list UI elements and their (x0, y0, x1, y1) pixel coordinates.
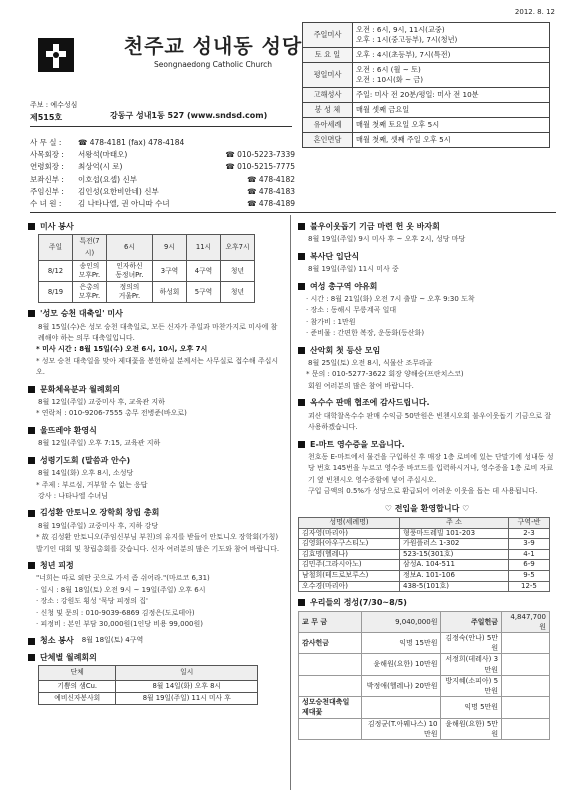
column-divider (290, 215, 291, 790)
table-cell: 김정균(T.아뭬나스) 10만원 (361, 718, 441, 739)
church-logo (38, 38, 74, 72)
women-items (298, 294, 556, 340)
section-youth: 청소 봉사 8월 18일(토) 4구역 (28, 635, 284, 646)
mass-label: 주일미사 (303, 23, 353, 48)
retreat-item: · 일시 : 8월 18일(토) 오전 9시 ~ 19일(주일) 오후 6시 (36, 585, 206, 594)
table-cell: 8/19 (39, 282, 73, 303)
table-header: 9시 (153, 235, 187, 261)
mass-row (303, 88, 550, 103)
table-cell: 윤해원(요한) 10만원 (361, 654, 441, 675)
welcome-table (298, 517, 550, 592)
staff-row (30, 149, 295, 161)
table-cell: 4,847,700원 (502, 611, 550, 632)
mass-label: 토 요 일 (303, 48, 353, 63)
table-cell: 4-1 (508, 549, 549, 560)
mass-time: 주일: 미사 전 20분/평일: 미사 전 10분 (353, 88, 550, 103)
table-header-row (39, 235, 255, 261)
prayer-theme: * 주제 : 부르심, 거부할 수 없는 응답 (36, 480, 148, 489)
table-cell: 감사헌금 (299, 632, 362, 653)
hiking-body: 8월 25일(토) 오전 8시, 식물산 조무라골 (308, 359, 433, 368)
staff-name: 김인성(요한비안네) 신부 (78, 186, 159, 196)
mass-time: 오전 : 6시, 9시, 11시(교중) 오후 : 1시(중고등부), 7시(청년) (353, 23, 550, 48)
staff-phone: ☎ 010-5215-7775 (225, 162, 295, 172)
women-item: · 시간 : 8월 21일(화) 오전 7시 출발 ~ 오후 9:30 도착 (306, 295, 475, 304)
section-corn: 옥수수 판매 협조에 감사드립니다. (298, 397, 556, 408)
table-cell: 김영화(아우구스티노) (299, 539, 400, 550)
church-address: 강동구 성내1동 527 (www.sndsd.com) (110, 111, 268, 120)
table-row (299, 539, 550, 550)
table-header: 주일 (39, 235, 73, 261)
mass-label: 고해성사 (303, 88, 353, 103)
offering-table (298, 611, 550, 740)
altar-body: 8월 19일(주일) 11시 미사 중 (308, 265, 399, 274)
mass-time: 매월 첫째, 셋째 주일 오후 5시 (353, 133, 550, 148)
table-cell: 은총의 모후Pr. (73, 282, 107, 303)
retreat-items (28, 585, 284, 631)
staff-phone: ☎ 478-4189 (247, 199, 295, 209)
assumption-body: 8월 15일(수)은 성모 승천 대축일로, 모든 신자가 주일과 마찬가지로 미사에 참례해야 하는 의무 대축일입니다. (38, 322, 278, 343)
table-cell (361, 697, 441, 718)
staff-row (30, 198, 295, 210)
staff-phone: ☎ 010-5223-7339 (225, 150, 295, 160)
mass-label: 평일미사 (303, 63, 353, 88)
table-header: 단체 (39, 666, 116, 680)
page-title: 천주교 성내동 성당 (123, 34, 303, 58)
table-cell: 예비신자봉사회 (39, 692, 116, 704)
scholarship-detail: * 故 김성환 안토니오(주임신부님 부친)의 유지를 받들어 안토니오 장학회(가칭) 발기인 대회 및 창립총회를 갖습니다. 신자 여러분의 많은 기도와 참여 바랍니다. (36, 533, 280, 553)
mass-service-table (38, 234, 255, 303)
table-cell: 3-9 (508, 539, 549, 550)
table-cell: 서정희(데레사) 3만원 (441, 654, 502, 675)
table-cell: 교 무 금 (299, 611, 362, 632)
section-groups: 단체별 월례회의 (28, 652, 284, 663)
table-row (39, 282, 255, 303)
table-cell (299, 675, 362, 696)
table-cell: 8월 19일(주일) 11시 미사 후 (116, 692, 258, 704)
prayer-body: 8월 14일(화) 오후 8시, 소성당 (38, 469, 134, 478)
left-column (28, 216, 284, 705)
table-row (299, 611, 550, 632)
table-cell (299, 718, 362, 739)
staff-label: 연령회장 : (30, 162, 64, 172)
section-ulteme: 울뜨레야 환영식 (28, 425, 284, 436)
table-cell: 형풍마드레빌 101-203 (400, 528, 509, 539)
staff-label: 사 무 실 : (30, 138, 62, 147)
table-cell: 2-3 (508, 528, 549, 539)
table-header: 11시 (187, 235, 221, 261)
table-cell: 가원플러스 1-302 (400, 539, 509, 550)
table-cell: 12-5 (508, 581, 549, 592)
table-row (299, 581, 550, 592)
table-cell: 438-5(101호) (400, 581, 509, 592)
table-cell (502, 632, 550, 653)
emart-note: 구입 금액의 0.5%가 성당으로 환급되어 어려운 이웃을 돕는 데 사용됩니다. (308, 487, 538, 496)
table-cell: 4구역 (187, 261, 221, 282)
staff-phone: ☎ 478-4182 (247, 174, 295, 184)
mass-row (303, 63, 550, 88)
table-row (299, 560, 550, 571)
table-row (299, 528, 550, 539)
issue-date: 2012. 8. 12 (514, 8, 555, 16)
prayer-speaker: 강사 : 나타나엘 수녀님 (38, 491, 108, 500)
section-culture: 문화체육분과 월례회의 (28, 384, 284, 395)
table-cell: 8/12 (39, 261, 73, 282)
staff-label: 주임신부 : (30, 186, 64, 196)
table-cell (502, 718, 550, 739)
table-header-row (39, 666, 258, 680)
table-cell: 김효명(헬레나) (299, 549, 400, 560)
table-row (299, 654, 550, 675)
table-row (39, 692, 258, 704)
table-cell: 윤해원(요한) 5만원 (441, 718, 502, 739)
corn-body: 괴산 대학찰옥수수 판매 수익금 50만원은 빈첸시오회 불우이웃돕기 기금으로 잘 사용하겠습니다. (308, 411, 552, 432)
table-row (299, 632, 550, 653)
mass-time: 오후 : 4시(초등부), 7시(특전) (353, 48, 550, 63)
table-cell: 성모승천대축일 제대꽃 (299, 697, 362, 718)
groups-table (38, 665, 258, 704)
retreat-item: · 신청 및 문의 : 010-9039-6869 김정은(도로테아) (36, 608, 195, 617)
staff-name: 최상억(시 로) (78, 162, 123, 172)
section-mass-service: 미사 봉사 (28, 221, 284, 232)
table-header: 특전(7시) (73, 235, 107, 261)
table-cell: 삼성A. 104-511 (400, 560, 509, 571)
section-assumption: '성모 승천 대축일' 미사 (28, 308, 284, 319)
retreat-item: · 장소 : 강원도 횡성 '묵당 피정의 집' (36, 597, 148, 606)
mass-row (303, 133, 550, 148)
issue-number: 제515호 (30, 113, 63, 122)
table-cell: 방지혜(소피아) 5만원 (441, 675, 502, 696)
table-row (299, 675, 550, 696)
section-emart: E-마트 영수증을 모읍니다. (298, 439, 556, 450)
table-cell: 오수경(마리아) (299, 581, 400, 592)
table-cell: 청년 (221, 282, 255, 303)
table-header: 주 소 (400, 517, 509, 528)
staff-directory (30, 137, 295, 210)
table-row (299, 718, 550, 739)
section-bazaar: 불우이웃돕기 기금 마련 헌 옷 바자회 (298, 221, 556, 232)
staff-name: 이호섭(요셉) 신부 (78, 174, 137, 184)
staff-row (30, 161, 295, 173)
culture-body: 8월 12일(주일) 교중미사 후, 교육관 지하 (38, 398, 165, 407)
hiking-contact: * 문의 : 010-5277-3622 회장 양해승(프란치스코) (306, 370, 464, 379)
mass-label: 봉 성 체 (303, 103, 353, 118)
patron-label: 주보 : 예수성심 (30, 101, 78, 109)
staff-label: 사목회장 : (30, 150, 64, 160)
ulteme-body: 8월 12일(주일) 오후 7:15, 교육관 지하 (38, 439, 161, 448)
women-item: · 장소 : 동해시 무릉계곡 일대 (306, 306, 397, 315)
mass-label: 혼인면담 (303, 133, 353, 148)
table-cell: 남철희(테드로보루스) (299, 570, 400, 581)
welcome-title: ♡ 전입을 환영합니다 ♡ (384, 503, 470, 513)
table-cell: 주일헌금 (441, 611, 502, 632)
table-cell (502, 654, 550, 675)
emart-body: 천호동 E-마트에서 물건을 구입하신 후 매장 1층 로비에 있는 단말기에 성내동 성당 번호 145번을 누르고 영수증 바코드를 입력하시거나, 영수증을 1층 로비 자료기 옆 빈첸시오 영수증함에 넣어 주십시오. (308, 452, 554, 484)
table-row (39, 680, 258, 692)
table-cell: 9-5 (508, 570, 549, 581)
staff-row (30, 186, 295, 198)
table-cell: 9,040,000원 (361, 611, 441, 632)
section-scholarship: 김성환 안토니오 장학회 창립 총회 (28, 507, 284, 518)
table-cell (502, 697, 550, 718)
table-cell: 익명 5만원 (441, 697, 502, 718)
culture-contact: * 연락처 : 010-9206-7555 총무 전병준(바오로) (36, 409, 187, 418)
table-cell: 익명 15만원 (361, 632, 441, 653)
table-cell: 523-15(301호) (400, 549, 509, 560)
cross-emblem-icon (38, 38, 74, 72)
table-cell: 김자영(마리아) (299, 528, 400, 539)
table-cell: 정보A. 101-106 (400, 570, 509, 581)
table-cell: 8월 14일(화) 오후 8시 (116, 680, 258, 692)
mass-row (303, 103, 550, 118)
mass-label: 유아세례 (303, 118, 353, 133)
table-cell: 청년 (221, 261, 255, 282)
assumption-time: * 미사 시간 : 8월 15일(수) 오전 6시, 10시, 오후 7시 (36, 345, 208, 354)
table-cell: 인자하신 동정녀Pr. (107, 261, 153, 282)
divider (30, 126, 292, 127)
table-cell: 송인의 모후Pr. (73, 261, 107, 282)
staff-name: 김 나타나엘, 권 아니따 수녀 (78, 199, 170, 209)
mass-time: 오전 : 6시 (월 ~ 토) 오전 : 10시(화 ~ 금) (353, 63, 550, 88)
divider (30, 212, 556, 213)
table-header: 오후7시 (221, 235, 255, 261)
table-cell: 김민주(그라시아노) (299, 560, 400, 571)
table-cell (502, 675, 550, 696)
mass-row (303, 48, 550, 63)
mass-schedule-table (302, 22, 550, 148)
women-item: · 준비물 : 간편한 복장, 운동화(등산화) (306, 329, 425, 338)
table-row (299, 570, 550, 581)
section-women: 여성 총구역 야유회 (298, 281, 556, 292)
bazaar-body: 8월 19일(주일) 9시 미사 후 ~ 오후 2시, 성당 마당 (308, 235, 466, 244)
section-hiking: 산악회 첫 등산 모임 (298, 345, 556, 356)
table-cell: 기쁨의 샘Cu. (39, 680, 116, 692)
church-english-name: Seongnaedong Catholic Church (153, 60, 273, 69)
section-offering: 우리들의 정성(7/30~8/5) (298, 597, 556, 608)
staff-label: 수 녀 원 : (30, 199, 62, 209)
mass-row (303, 118, 550, 133)
table-header: 성명(세례명) (299, 517, 400, 528)
hiking-note: 회원 여러분의 많은 참여 바랍니다. (308, 381, 414, 390)
scholarship-body: 8월 19일(주일) 교중미사 후, 지하 강당 (38, 521, 159, 530)
table-cell: 6-9 (508, 560, 549, 571)
staff-row (30, 174, 295, 186)
table-cell (299, 654, 362, 675)
staff-office-phone: ☎ 478-4181 (fax) 478-4184 (78, 138, 185, 147)
section-altar-servers: 복사단 입단식 (298, 251, 556, 262)
staff-label: 보좌신부 : (30, 174, 64, 184)
assumption-note: * 성모 승천 대축일을 맞아 제대꽃을 봉헌하실 분께서는 사무실로 접수해 주십시오. (36, 356, 279, 377)
table-row (299, 549, 550, 560)
table-row (299, 697, 550, 718)
staff-name: 서왕석(마태오) (78, 150, 128, 160)
retreat-quote: "너희는 따로 외딴 곳으로 가서 좀 쉬어라."(마르코 6,31) (36, 574, 210, 583)
table-cell: 김정숙(안나) 5만원 (441, 632, 502, 653)
section-prayer: 성령기도회 (말씀과 안수) (28, 455, 284, 466)
mass-time: 매월 첫째 토요일 오후 5시 (353, 118, 550, 133)
table-cell: 5구역 (187, 282, 221, 303)
table-cell: 박정애(헬레나) 20만원 (361, 675, 441, 696)
table-header-row (299, 517, 550, 528)
staff-row (30, 137, 295, 149)
table-cell: 3구역 (153, 261, 187, 282)
table-cell: 정의의 거울Pr. (107, 282, 153, 303)
table-cell: 하성회 (153, 282, 187, 303)
retreat-item: · 피정비 : 본인 부담 30,000원(1인당 비용 99,000원) (36, 619, 203, 628)
mass-time: 매월 셋째 금요일 (353, 103, 550, 118)
section-retreat: 청년 피정 (28, 560, 284, 571)
women-item: · 참가비 : 1만원 (306, 317, 356, 326)
table-header: 6시 (107, 235, 153, 261)
table-header: 일시 (116, 666, 258, 680)
table-row (39, 261, 255, 282)
right-column (298, 216, 556, 740)
staff-phone: ☎ 478-4183 (247, 186, 295, 196)
mass-row (303, 23, 550, 48)
table-header: 구역-반 (508, 517, 549, 528)
